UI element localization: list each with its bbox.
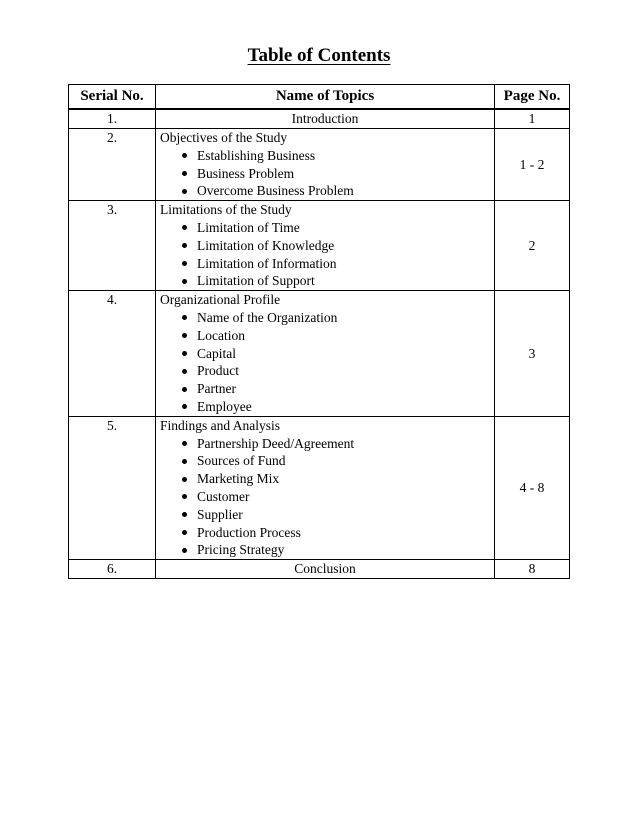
- subtopic-item: Business Problem: [160, 165, 494, 183]
- subtopic-list: [160, 219, 494, 290]
- header-page-no: Page No.: [495, 85, 570, 110]
- subtopic-item: Customer: [160, 488, 494, 506]
- subtopic-item: Production Process: [160, 524, 494, 542]
- subtopic-item: Limitation of Time: [160, 219, 494, 237]
- serial-cell: 6.: [69, 560, 156, 579]
- table-of-contents: [68, 84, 570, 579]
- subtopic-item: Partnership Deed/Agreement: [160, 435, 494, 453]
- subtopic-item: Limitation of Knowledge: [160, 237, 494, 255]
- table-row: [69, 416, 570, 559]
- page-cell: 3: [495, 291, 570, 417]
- topic-cell: Conclusion: [156, 560, 495, 579]
- subtopic-item: Pricing Strategy: [160, 541, 494, 559]
- topic-cell: Introduction: [156, 109, 495, 129]
- table-header-row: [69, 85, 570, 110]
- topic-cell: [156, 416, 495, 559]
- subtopic-item: Supplier: [160, 506, 494, 524]
- table-row: [69, 201, 570, 291]
- table-row: [69, 129, 570, 201]
- subtopic-item: Limitation of Information: [160, 255, 494, 273]
- topic-cell: [156, 129, 495, 201]
- table-row: [69, 560, 570, 579]
- serial-cell: 2.: [69, 129, 156, 201]
- page-cell: 8: [495, 560, 570, 579]
- subtopic-list: [160, 147, 494, 200]
- table-row: [69, 291, 570, 417]
- subtopic-item: Sources of Fund: [160, 452, 494, 470]
- page-cell: 2: [495, 201, 570, 291]
- serial-cell: 1.: [69, 109, 156, 129]
- header-name-of-topics: Name of Topics: [156, 85, 495, 110]
- serial-cell: 4.: [69, 291, 156, 417]
- topic-cell: [156, 291, 495, 417]
- topic-title: Findings and Analysis: [160, 417, 281, 433]
- subtopic-item: Name of the Organization: [160, 309, 494, 327]
- subtopic-item: Capital: [160, 345, 494, 363]
- subtopic-item: Overcome Business Problem: [160, 182, 494, 200]
- subtopic-item: Partner: [160, 380, 494, 398]
- page-cell: 4 - 8: [495, 416, 570, 559]
- subtopic-item: Marketing Mix: [160, 470, 494, 488]
- table-row: [69, 109, 570, 129]
- subtopic-item: Employee: [160, 398, 494, 416]
- subtopic-list: [160, 309, 494, 416]
- subtopic-item: Product: [160, 362, 494, 380]
- header-serial-no: Serial No.: [69, 85, 156, 110]
- topic-title: Organizational Profile: [160, 292, 281, 308]
- topic-title: Limitations of the Study: [160, 202, 292, 218]
- page-title: Table of Contents: [247, 45, 391, 66]
- page-cell: 1 - 2: [495, 129, 570, 201]
- subtopic-item: Location: [160, 327, 494, 345]
- serial-cell: 5.: [69, 416, 156, 559]
- serial-cell: 3.: [69, 201, 156, 291]
- topic-title: Objectives of the Study: [160, 130, 288, 145]
- subtopic-list: [160, 435, 494, 560]
- topic-cell: [156, 201, 495, 291]
- subtopic-item: Establishing Business: [160, 147, 494, 165]
- subtopic-item: Limitation of Support: [160, 272, 494, 290]
- page-cell: 1: [495, 109, 570, 129]
